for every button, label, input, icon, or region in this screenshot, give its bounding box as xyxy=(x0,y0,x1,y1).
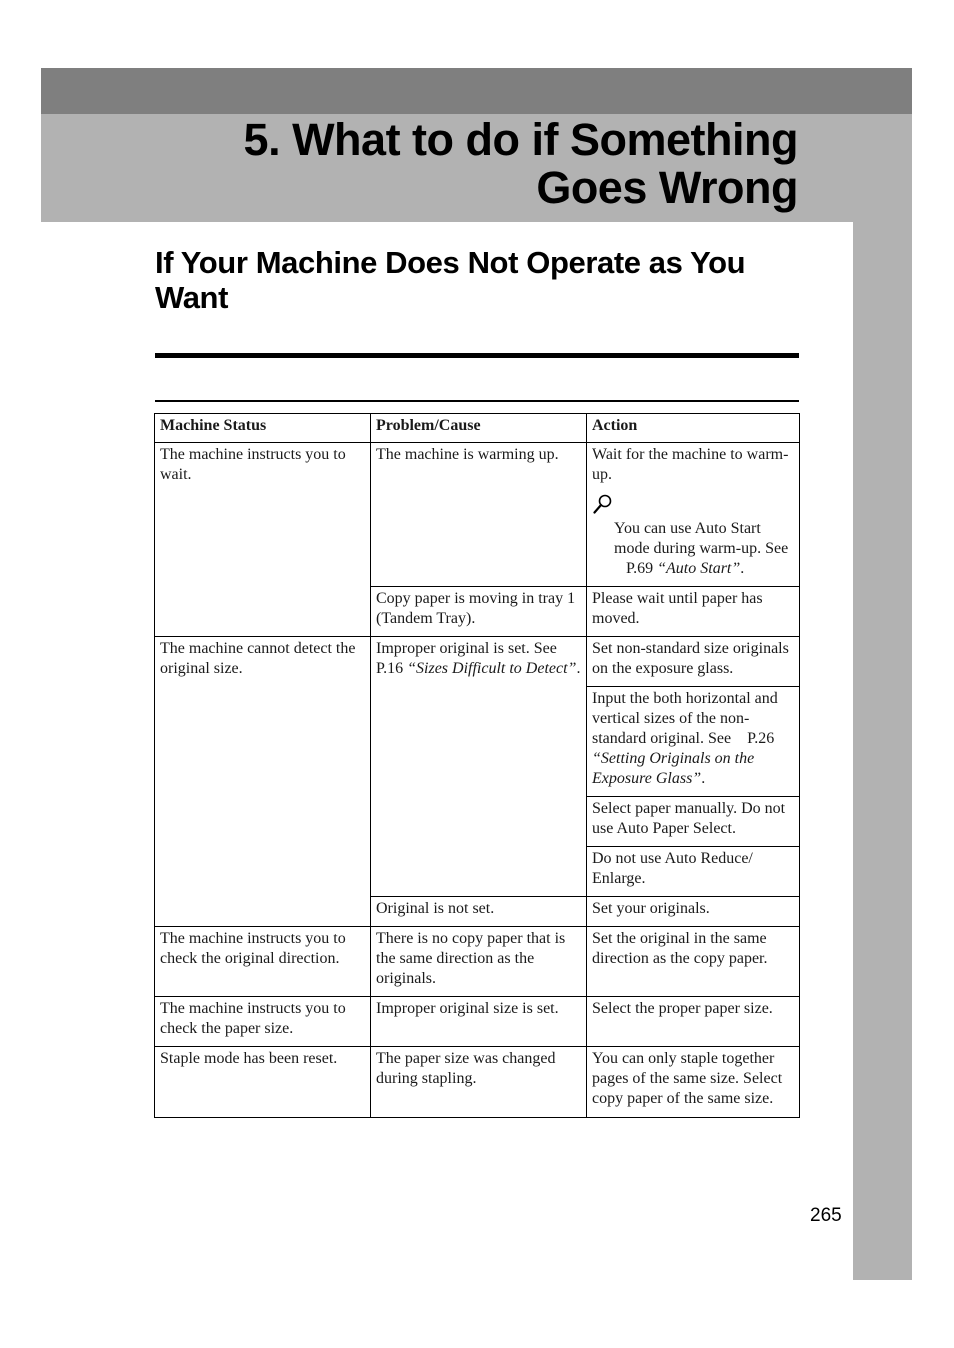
chapter-title xyxy=(244,116,798,212)
cause-cell xyxy=(371,637,587,897)
action-cell xyxy=(587,687,800,797)
section-rule-thick xyxy=(155,353,799,358)
cause-page-ref[interactable]: P.16 xyxy=(376,660,404,677)
status-cell: Staple mode has been reset. xyxy=(155,1047,371,1118)
magnifier-icon xyxy=(592,493,614,515)
action-ref-title: “Setting Originals on the Exposure Glass” xyxy=(592,750,755,787)
cause-ref-title: “Sizes Difficult to Detect” xyxy=(407,660,577,677)
side-thumb-bar xyxy=(853,222,912,1280)
chapter-title-line1: 5. What to do if Something xyxy=(243,114,798,165)
table-row xyxy=(155,997,800,1047)
cause-cell: Original is not set. xyxy=(371,897,587,927)
note-page-ref[interactable]: P.69 xyxy=(626,560,654,577)
header-top-band xyxy=(41,68,912,114)
status-cell: The machine instructs you to wait. xyxy=(155,443,371,637)
action-cell: Set your originals. xyxy=(587,897,800,927)
action-cell: Do not use Auto Reduce/ Enlarge. xyxy=(587,847,800,897)
section-title: If Your Machine Does Not Operate as You Want xyxy=(155,245,746,315)
action-cell xyxy=(587,443,800,587)
action-cell: Select the proper paper size. xyxy=(587,997,800,1047)
page-number: 265 xyxy=(810,1205,842,1226)
action-page-ref[interactable]: P.26 xyxy=(747,730,775,747)
note-text xyxy=(592,519,794,579)
table-header-row xyxy=(155,414,800,443)
action-cell: Please wait until paper has moved. xyxy=(587,587,800,637)
table-row xyxy=(155,927,800,997)
cause-cell: Improper original size is set. xyxy=(371,997,587,1047)
table-row xyxy=(155,443,800,587)
note-ref-title: “Auto Start” xyxy=(657,560,741,577)
status-cell: The machine instructs you to check the paper size. xyxy=(155,997,371,1047)
table-row xyxy=(155,637,800,687)
cause-cell: There is no copy paper that is the same direction as the originals. xyxy=(371,927,587,997)
section-rule-thin xyxy=(155,400,799,402)
action-cell: Select paper manually. Do not use Auto Paper Select. xyxy=(587,797,800,847)
header-machine-status: Machine Status xyxy=(155,414,371,443)
cause-cell: The paper size was changed during stapling. xyxy=(371,1047,587,1118)
cause-cell: The machine is warming up. xyxy=(371,443,587,587)
note-end: . xyxy=(740,560,745,577)
header-problem-cause: Problem/Cause xyxy=(371,414,587,443)
cause-cell: Copy paper is moving in tray 1 (Tandem Tray). xyxy=(371,587,587,637)
cause-prefix: Improper original is set. See xyxy=(376,640,557,657)
action-end: . xyxy=(701,770,706,787)
header-action: Action xyxy=(587,414,800,443)
cause-end: . xyxy=(576,660,581,677)
action-cell: Set non-standard size originals on the exposure glass. xyxy=(587,637,800,687)
action-prefix: Input the both horizontal and vertical sizes of the non-standard original. See xyxy=(592,690,778,747)
table-row xyxy=(155,1047,800,1118)
action-cell: Set the original in the same direction as the copy paper. xyxy=(587,927,800,997)
troubleshooting-table xyxy=(154,413,800,1118)
status-cell: The machine cannot detect the original size. xyxy=(155,637,371,927)
status-cell: The machine instructs you to check the original direction. xyxy=(155,927,371,997)
note-prefix: You can use Auto Start mode during warm-up. See xyxy=(614,520,789,557)
action-text: Wait for the machine to warm-up. xyxy=(592,446,789,483)
chapter-title-line2: Goes Wrong xyxy=(536,162,798,213)
action-cell: You can only staple together pages of the same size. Select copy paper of the same size. xyxy=(587,1047,800,1118)
